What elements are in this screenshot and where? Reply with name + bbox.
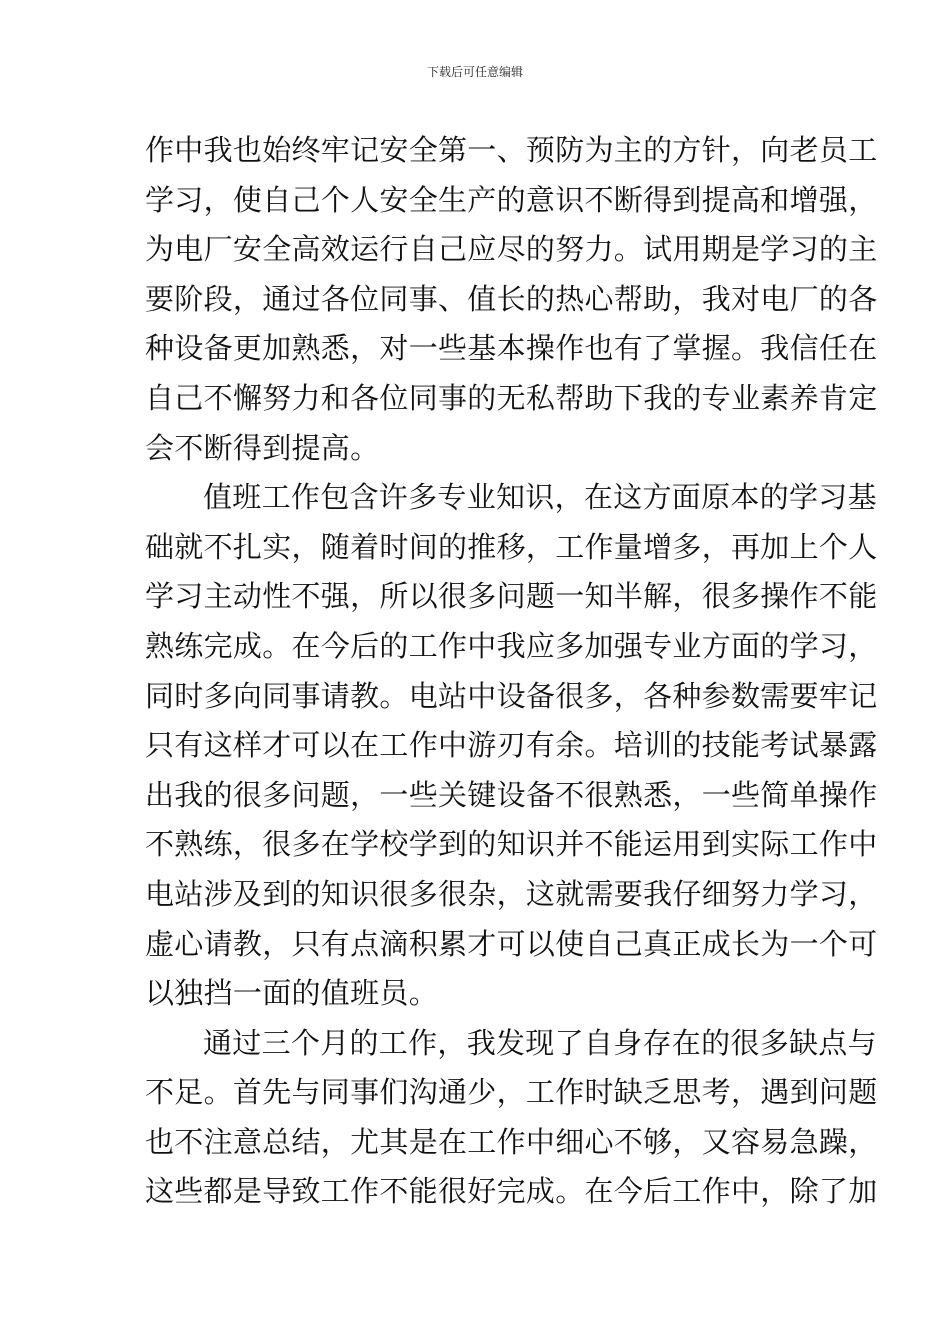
page-header: 下载后可任意编辑: [426, 65, 523, 79]
paragraph-first-line: 值班工作包含许多专业知识，在这方面原本的学习基: [203, 480, 877, 515]
text-line: 种设备更加熟悉，对一些基本操作也有了掌握。我信任在: [145, 331, 878, 366]
text-line: 自己不懈努力和各位同事的无私帮助下我的专业素养肯定: [145, 380, 878, 415]
text-line: 熟练完成。在今后的工作中我应多加强专业方面的学习，: [145, 628, 878, 663]
text-line: 会不断得到提高。: [145, 430, 380, 465]
text-line: 只有这样才可以在工作中游刃有余。培训的技能考试暴露: [145, 728, 878, 763]
text-line: 不熟练，很多在学校学到的知识并不能运用到实际工作中: [145, 827, 878, 862]
text-line: 电站涉及到的知识很多很杂，这就需要我仔细努力学习，: [145, 876, 878, 911]
text-line: 不足。首先与同事们沟通少，工作时缺乏思考，遇到问题: [145, 1075, 878, 1110]
text-line: 为电厂安全高效运行自己应尽的努力。试用期是学习的主: [145, 232, 878, 267]
document-body: [145, 126, 878, 1217]
text-line: 虚心请教，只有点滴积累才可以使自己真正成长为一个可: [145, 926, 878, 961]
text-line: 以独挡一面的值班员。: [145, 976, 439, 1011]
text-line: 同时多向同事请教。电站中设备很多，各种参数需要牢记: [145, 678, 878, 713]
text-line: 学习主动性不强，所以很多问题一知半解，很多操作不能: [145, 579, 878, 614]
paragraph-first-line: 通过三个月的工作，我发现了自身存在的很多缺点与: [203, 1025, 877, 1060]
text-line: 也不注意总结，尤其是在工作中细心不够，又容易急躁，: [145, 1124, 878, 1159]
text-line: 作中我也始终牢记安全第一、预防为主的方针，向老员工: [145, 133, 878, 167]
text-line: 学习，使自己个人安全生产的意识不断得到提高和增强，: [145, 182, 878, 217]
text-line: 这些都是导致工作不能很好完成。在今后工作中，除了加: [145, 1174, 878, 1209]
text-line: 出我的很多问题，一些关键设备不很熟悉，一些简单操作: [145, 777, 878, 812]
text-line: 要阶段，通过各位同事、值长的热心帮助，我对电厂的各: [145, 281, 878, 316]
text-line: 础就不扎实，随着时间的推移，工作量增多，再加上个人: [145, 529, 878, 564]
